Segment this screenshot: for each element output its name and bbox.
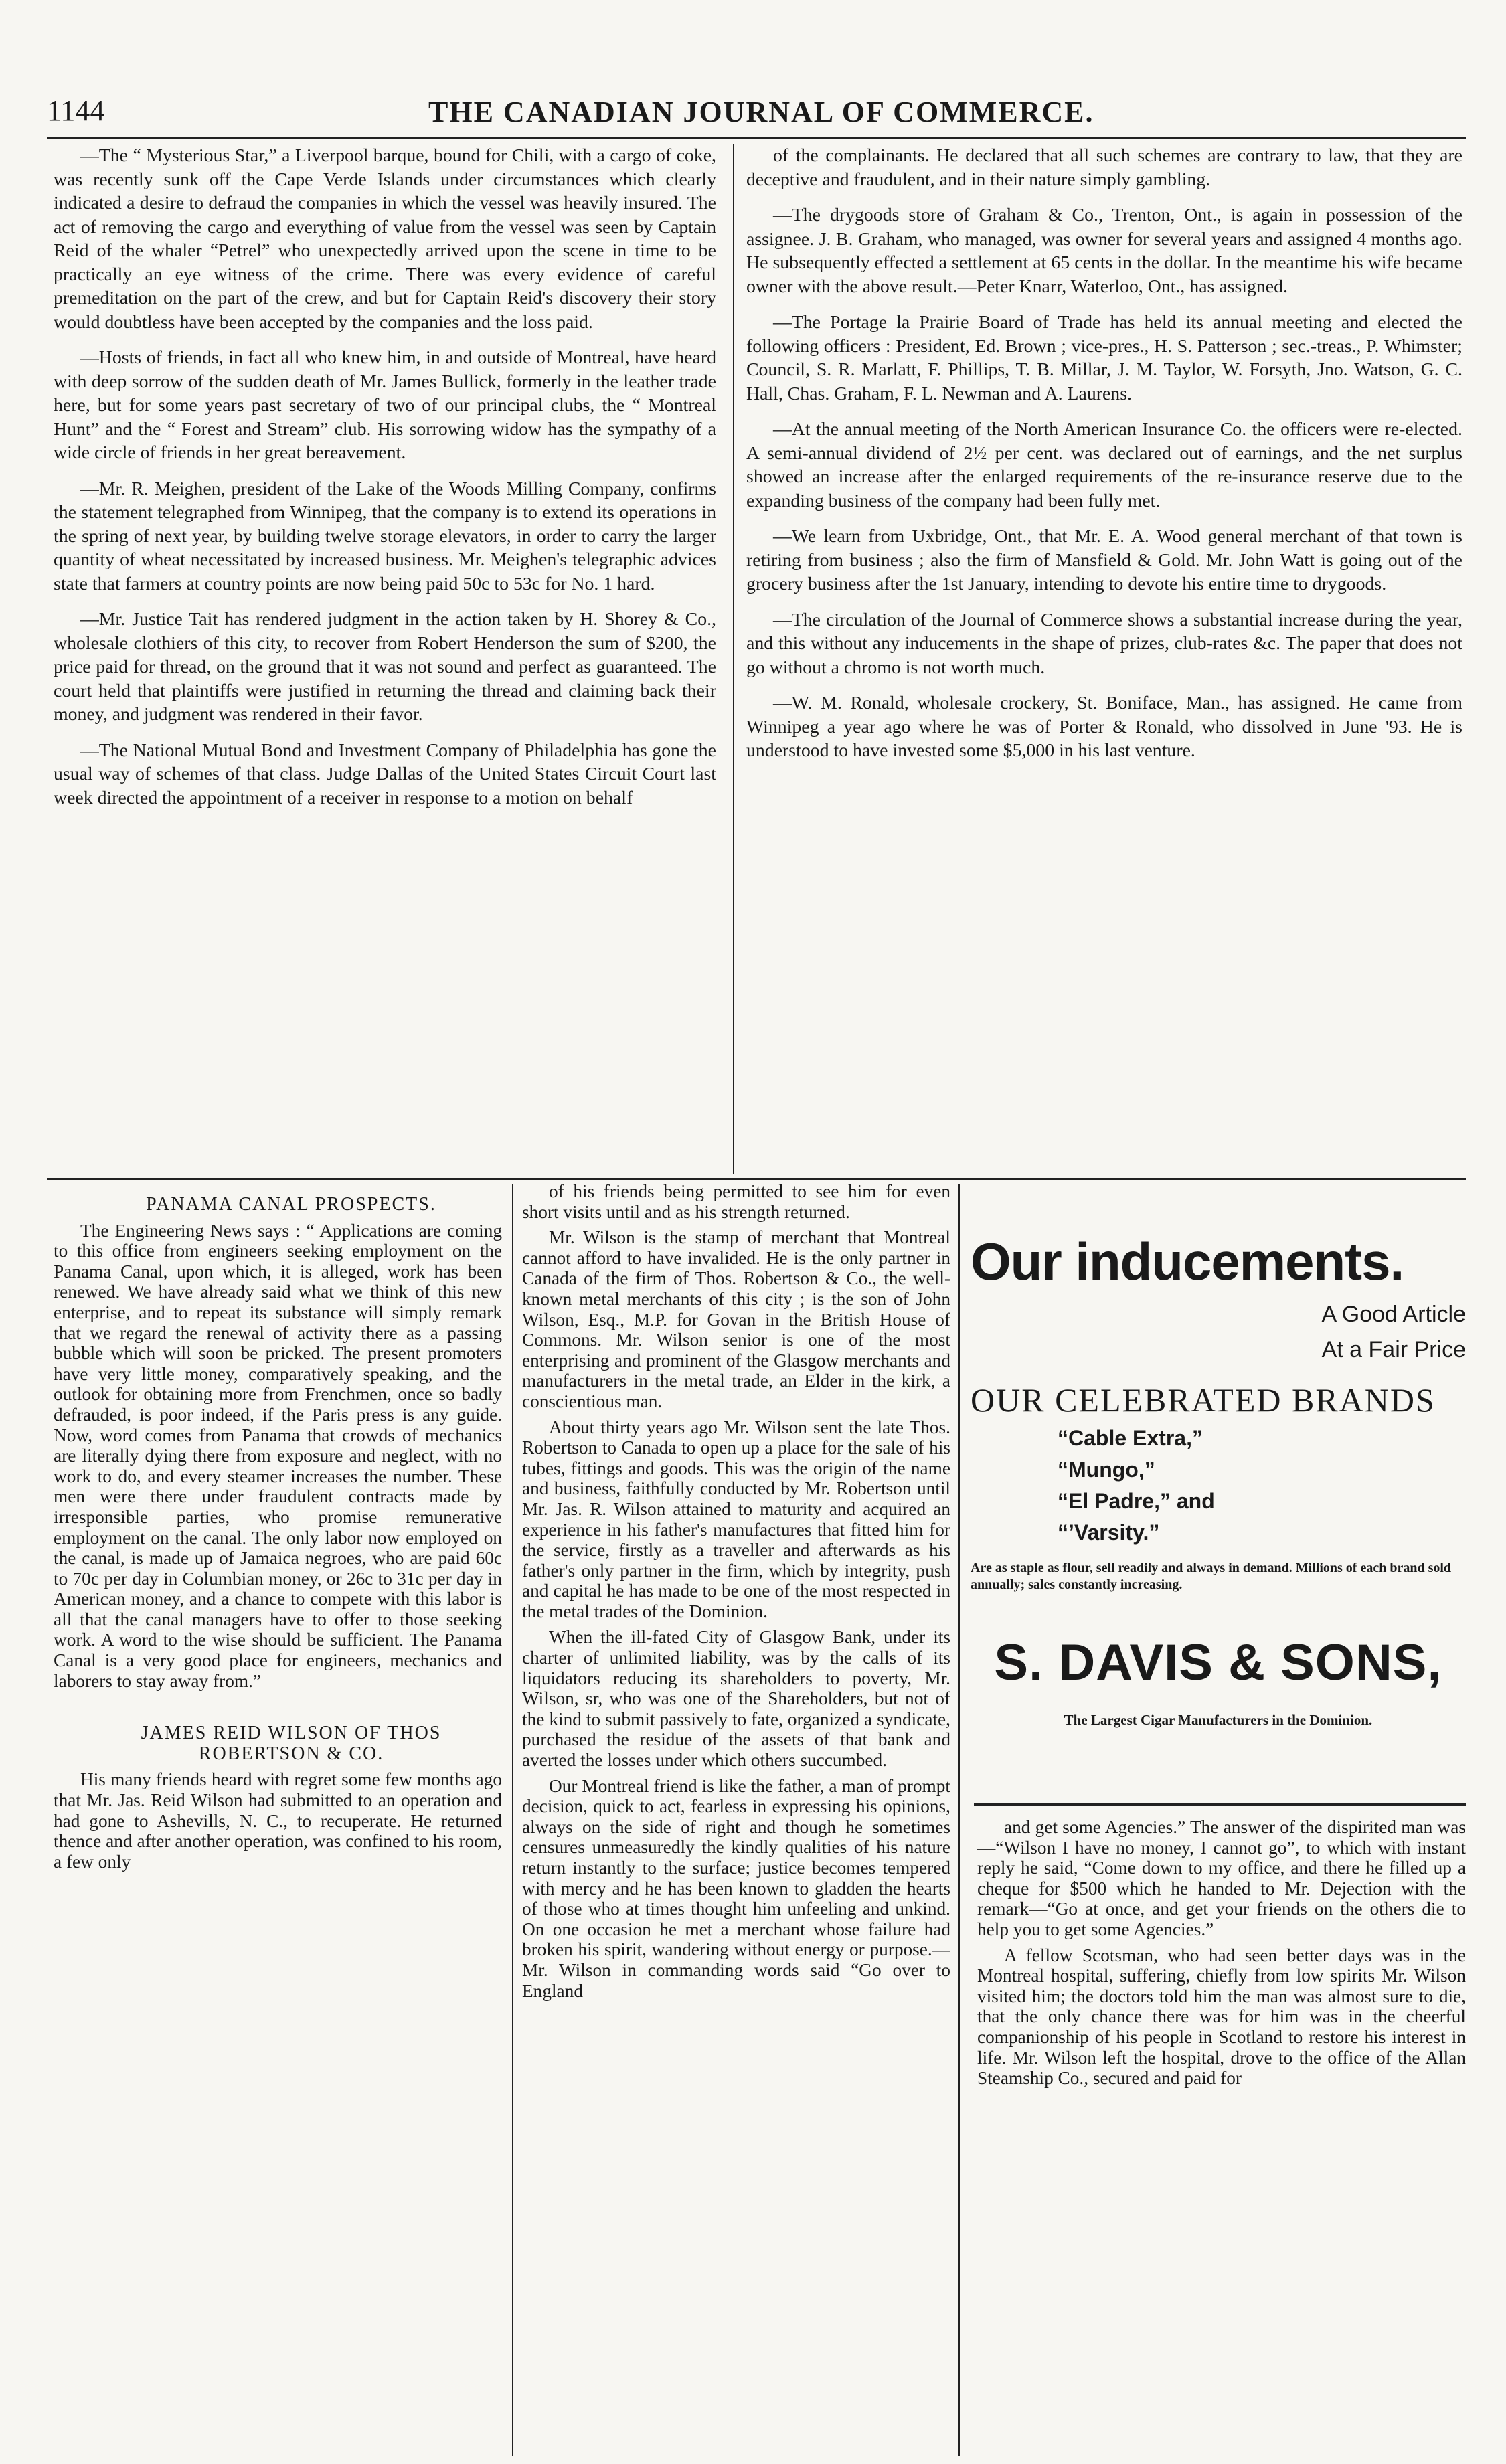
ad-brand-cable-extra: “Cable Extra,” bbox=[1058, 1426, 1203, 1450]
page-header bbox=[0, 87, 1506, 134]
lower-divider-1 bbox=[512, 1184, 513, 2456]
article-paragraph: When the ill-fated City of Glasgow Bank, under its charter of unlimited liability, was by the calls of its liquidators reducing its shareholders to poverty, Mr. Wilson, sr, who was one of the Shareholders, but not of the kind to submit passively to fate, organized a syndicate, purchased the residue of the assets of that bank and averted the losses under which others succumbed. bbox=[522, 1627, 950, 1771]
ad-tagline: The Largest Cigar Manufacturers in the Dominion. bbox=[1064, 1712, 1373, 1728]
article-paragraph: and get some Agencies.” The answer of the dispirited man was—“Wilson I have no money, I cannot go”, to which with instant reply he said, “Come down to my office, and there he filled up a cheque for $500 which he handed to Mr. Dejection with the remark—“Go at once, and get your friends on the others die to help you to get some Agencies.” bbox=[977, 1817, 1466, 1939]
lower-divider-2 bbox=[958, 1184, 960, 2456]
ad-company-name: S. DAVIS & SONS, bbox=[994, 1634, 1442, 1691]
article-paragraph: Our Montreal friend is like the father, a man of prompt decision, quick to act, fearless in expressing his opinions, always on the side of right and though he sometimes censures unmeasuredly the kindly qualities of his nature return instantly to the surface; justice becomes tempered with mercy and he has been known to gladden the hearts of those who at times thought him unfeeling and unkind. On one occasion he met a merchant whose failure had broken his spirit, wandering without energy or purpose.—Mr. Wilson in commanding words said “Go over to England bbox=[522, 1775, 950, 2001]
news-item: —The Portage la Prairie Board of Trade has held its annual meeting and elected the following officers : President, Ed. Brown ; vice-pres., H. S. Patterson ; sec.-treas., P. Whimster; Council, S. R. Marlatt, F. Phillips, T. B. Millar, J. M. Taylor, W. Forsyth, Jno. Watson, G. C. Hall, Chas. Graham, F. L. Newman and A. Laurens. bbox=[746, 312, 1462, 404]
header-rule bbox=[47, 137, 1466, 139]
article-paragraph: His many friends heard with regret some few months ago that Mr. Jas. Reid Wilson had submitted to an operation and had gone to Ashevills, N. C., to recuperate. He returned thence and after another operation, was confined to his room, a few only bbox=[54, 1769, 502, 1872]
ad-headline: Our inducements. bbox=[971, 1232, 1404, 1291]
article-paragraph: A fellow Scotsman, who had seen better days was in the Montreal hospital, suffering, chiefly from low spirits Mr. Wilson visited him; the doctors told him the man was almost sure to die, that the only chance there was for him was in the cheerful companionship of his people in Scotland to restore his interest in life. Mr. Wilson left the hospital, drove to the office of the Allan Steamship Co., secured and paid for bbox=[977, 1945, 1466, 2089]
ad-bottom-rule bbox=[974, 1803, 1466, 1806]
news-item: —Hosts of friends, in fact all who knew him, in and outside of Montreal, have heard with deep sorrow of the sudden death of Mr. James Bullick, formerly in the leather trade here, but for some years past secretary of two of our principal clubs, the “ Montreal Hunt” and the “ Forest and Stream” club. His sorrowing widow has the sympathy of a wide circle of friends in her great bereavement. bbox=[54, 347, 716, 463]
masthead: THE CANADIAN JOURNAL OF COMMERCE. bbox=[428, 96, 1094, 128]
ad-line-good-article: A Good Article bbox=[1321, 1302, 1466, 1327]
lower-column-1 bbox=[54, 1195, 502, 2459]
wilson-title-line2: ROBERTSON & CO. bbox=[198, 1743, 384, 1764]
ad-brand-el-padre: “El Padre,” and bbox=[1058, 1489, 1215, 1513]
article-paragraph: About thirty years ago Mr. Wilson sent the late Thos. Robertson to Canada to open up a place for the sale of his tubes, fittings and goods. This was the origin of the name and business, faithfully conducted by Mr. Robertson until Mr. Jas. R. Wilson attained to maturity and acquired an experience in his father's manufactures that fitted him for the service, firstly as a traveller and afterwards as his father's only partner in the firm, which by integrity, push and capital he has made to be one of the most respected in the metal trades of the Dominion. bbox=[522, 1417, 950, 1621]
news-item: of the complainants. He declared that all such schemes are contrary to law, that they are deceptive and fraudulent, and in their nature simply gambling. bbox=[746, 145, 1462, 190]
article-paragraph: of his friends being permitted to see him for even short visits until and as his strength returned. bbox=[522, 1181, 950, 1222]
news-item: —Mr. Justice Tait has rendered judgment in the action taken by H. Shorey & Co., wholesale clothiers of this city, to recover from Robert Henderson the sum of $200, the price paid for thread, on the ground that it was not sound and perfect as guaranteed. The court held that plaintiffs were justified in returning the thread and claiming back their money, and judgment was rendered in their favor. bbox=[54, 609, 716, 725]
lower-column-2 bbox=[522, 1181, 950, 2456]
top-column-divider bbox=[733, 144, 734, 1174]
wilson-title-line1: JAMES REID WILSON OF THOS bbox=[141, 1723, 442, 1744]
news-item: —The drygoods store of Graham & Co., Trenton, Ont., is again in possession of the assignee. J. B. Graham, who managed, was owner for several years and assigned 4 months ago. He subsequently effected a settlement at 65 cents in the dollar. In the meantime his wife became owner with the above result.—Peter Knarr, Waterloo, Ont., has assigned. bbox=[746, 205, 1462, 297]
panama-title: PANAMA CANAL PROSPECTS. bbox=[146, 1195, 436, 1215]
panama-article bbox=[54, 1221, 502, 1692]
news-item: —Mr. R. Meighen, president of the Lake of the Woods Milling Company, confirms the statement telegraphed from Winnipeg, that the company is to extend its operations in the spring of next year, by building twelve storage elevators, in order to carry the larger quantity of wheat necessitated by increased business. Mr. Meighen's telegraphic advices state that farmers at country points are now being paid 50c to 53c for No. 1 hard. bbox=[54, 478, 716, 594]
top-left-column bbox=[54, 144, 716, 1161]
ad-brand-mungo: “Mungo,” bbox=[1058, 1458, 1155, 1482]
ad-line-fair-price: At a Fair Price bbox=[1321, 1337, 1466, 1362]
lower-column-3 bbox=[977, 1817, 1466, 2456]
ad-note: Are as staple as flour, sell readily and always in demand. Millions of each brand sold annually; sales constantly increasing. bbox=[971, 1561, 1452, 1592]
section-rule bbox=[47, 1178, 1466, 1180]
article-paragraph: Mr. Wilson is the stamp of merchant that Montreal cannot afford to have invalided. He is the only partner in Canada of the firm of Thos. Robertson & Co., the well-known metal merchants of this city ; is the son of John Wilson, Esq., M.P. for Govan in the British House of Commons. Mr. Wilson senior is one of the most enterprising and prominent of the Glasgow merchants and manufacturers in the metal trade, an Elder in the kirk, a conscientious man. bbox=[522, 1227, 950, 1411]
news-item: —The National Mutual Bond and Investment Company of Philadelphia has gone the usual way of schemes of that class. Judge Dallas of the United States Circuit Court last week directed the appointment of a receiver in response to a motion on behalf bbox=[54, 739, 716, 808]
news-item: —W. M. Ronald, wholesale crockery, St. Boniface, Man., has assigned. He came from Winnipeg a year ago where he was of Porter & Ronald, who dissolved in June '93. He is understood to have invested some $5,000 in his last venture. bbox=[746, 693, 1462, 761]
article-paragraph: The Engineering News says : “ Applications are coming to this office from engineers seeking employment on the Panama Canal, upon which, it is alleged, work has been renewed. We have already said what we think of this new enterprise, and to repeat its substance will simply remark that we regard the renewal of activity there as a passing bubble which will soon be pricked. The present promoters have very little money, comparatively speaking, and the outlook for obtaining more from Frenchmen, once so badly defrauded, is poor indeed, if the Paris press is any guide. Now, word comes from Panama that crowds of mechanics are literally dying there from exposure and neglect, with no work to do, and every steamer increases the number. These men were there under fraudulent contracts made by irresponsible parties, who promise remunerative employment on the canal. The only labor now employed on the canal, is made up of Jamaica negroes, who are paid 60c to 70c per day in Columbian money, or 26c to 31c per day in American money, and a chance to compete with this labor is all that the canal managers have to offer to those seeking work. A word to the wise should be sufficient. The Panama Canal is a very good place for engineers, mechanics and laborers to stay away from.” bbox=[54, 1220, 502, 1691]
news-item: —At the annual meeting of the North American Insurance Co. the officers were re-elected. A semi-annual dividend of 2½ per cent. was declared out of earnings, and the net surplus showed an increase after the enlarged requirements of the re-insurance reserve due to the expanding business of the company had been fully met. bbox=[746, 419, 1462, 511]
wilson-article-part1 bbox=[54, 1769, 502, 1872]
news-item: —We learn from Uxbridge, Ont., that Mr. E. A. Wood general merchant of that town is retiring from business ; also the firm of Mansfield & Gold. Mr. John Watt is going out of the grocery business after the 1st January, intending to devote his entire time to drygoods. bbox=[746, 526, 1462, 594]
cigar-advertisement bbox=[971, 1231, 1466, 1753]
news-item: —The “ Mysterious Star,” a Liverpool barque, bound for Chili, with a cargo of coke, was recently sunk off the Cape Verde Islands under circumstances which clearly indicated a desire to defraud the companies in which the vessel was heavily insured. The act of removing the cargo and everything of value from the vessel was seen by Captain Reid of the whaler “Petrel” who unexpectedly arrived upon the scene in time to be practically an eye witness of the crime. There was every evidence of careful premeditation on the part of the crew, and but for Captain Reid's discovery their story would doubtless have been accepted by the companies and the loss paid. bbox=[54, 145, 716, 333]
top-right-column bbox=[746, 144, 1462, 1174]
page-number: 1144 bbox=[47, 94, 105, 127]
news-item: —The circulation of the Journal of Commerce shows a substantial increase during the year, and this without any inducements in the shape of prizes, club-rates &c. The paper that does not go without a chromo is not worth much. bbox=[746, 609, 1462, 678]
ad-brand-varsity: “’Varsity.” bbox=[1058, 1520, 1160, 1545]
ad-brands-heading: OUR CELEBRATED BRANDS bbox=[971, 1381, 1436, 1419]
